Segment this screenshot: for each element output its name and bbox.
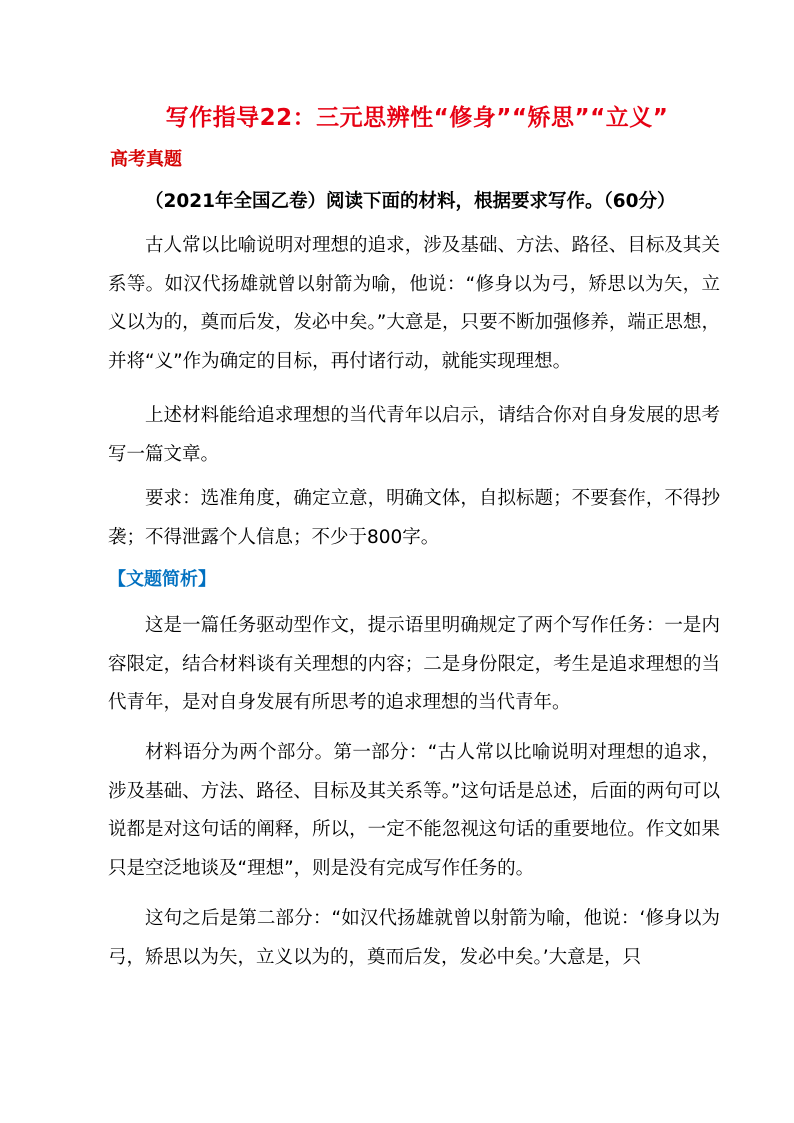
document-title [0, 103, 794, 133]
instruction-paragraph: 上述材料能给追求理想的当代青年以启示，请结合你对自身发展的思考写一篇文章。 [108, 405, 720, 465]
analysis-paragraph-1: 这是一篇任务驱动型作文，提示语里明确规定了两个写作任务：一是内容限定，结合材料谈有关理想的内容；二是身份限定，考生是追求理想的当代青年，是对自身发展有所思考的追求理想的当代青年。 [108, 615, 720, 713]
material-paragraph: 古人常以比喻说明对理想的追求，涉及基础、方法、路径、目标及其关系等。如汉代扬雄就曾以射箭为喻，他说：“修身以为弓，矫思以为矢，立义以为的，奠而后发，发必中矣。”大意是，只要不断加强修养，端正思想，并将“义”作为确定的目标，再付诸行动，就能实现理想。 [108, 235, 720, 372]
document-title-text: 写作指导22：三元思辨性“修身”“矫思”“立义” [165, 105, 669, 131]
requirements-paragraph: 要求：选准角度，确定立意，明确文体，自拟标题；不要套作，不得抄袭；不得泄露个人信息；不少于800字。 [108, 488, 720, 548]
exam-prompt: （2021年全国乙卷）阅读下面的材料，根据要求写作。（60分） [145, 191, 676, 212]
section-heading-analysis: 【文题简析】 [108, 569, 216, 590]
section-heading-gaokao: 高考真题 [110, 149, 182, 170]
analysis-paragraph-3: 这句之后是第二部分：“如汉代扬雄就曾以射箭为喻，他说：‘修身以为弓，矫思以为矢，立义以为的，奠而后发，发必中矣。’大意是，只 [108, 908, 720, 968]
analysis-paragraph-2: 材料语分为两个部分。第一部分：“古人常以比喻说明对理想的追求，涉及基础、方法、路径、目标及其关系等。”这句话是总述，后面的两句可以说都是对这句话的阐释，所以，一定不能忽视这句话的重要地位。作文如果只是空泛地谈及“理想”，则是没有完成写作任务的。 [108, 742, 720, 879]
